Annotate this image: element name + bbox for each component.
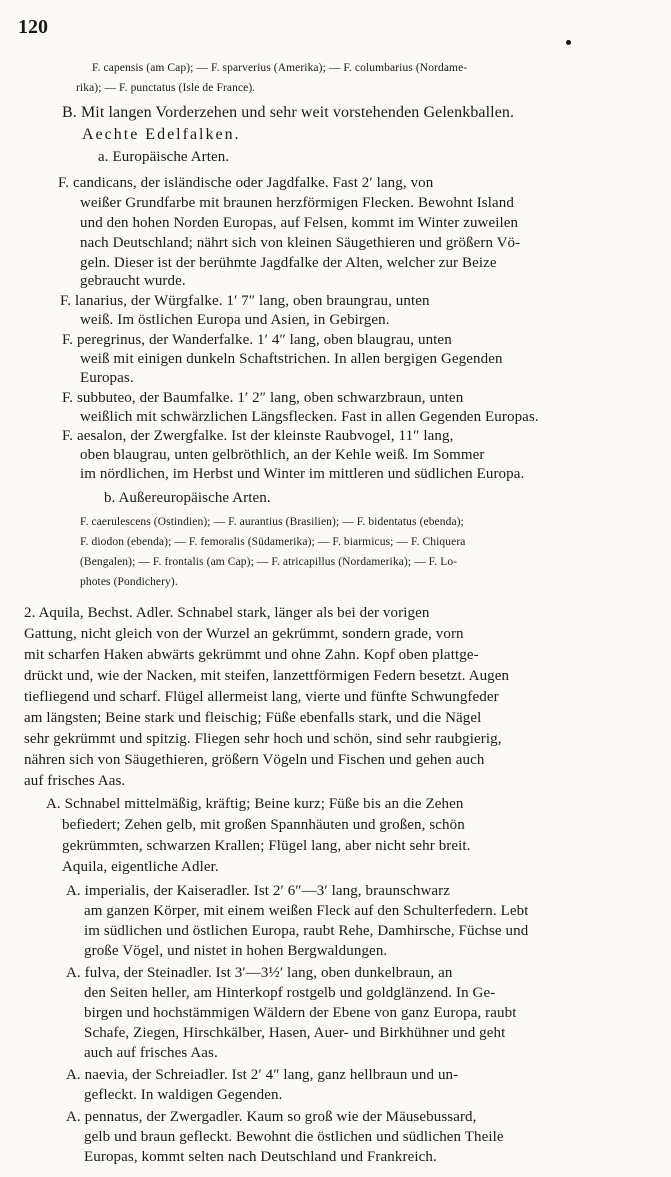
text-line: a. Europäische Arten. <box>98 149 230 165</box>
text-line: am ganzen Körper, mit einem weißen Fleck auf den Schulterfedern. Lebt <box>84 903 529 919</box>
text-line: sehr gekrümmt und spitzig. Fliegen sehr hoch und schön, sind sehr raubgierig, <box>24 731 502 747</box>
text-line: F. caerulescens (Ostindien); — F. aurantius (Brasilien); — F. bidentatus (ebenda); <box>80 516 464 528</box>
text-line: große Vögel, und nistet in hohen Bergwaldungen. <box>84 943 388 959</box>
text-line: weißer Grundfarbe mit braunen herzförmigen Flecken. Bewohnt Island <box>80 195 514 211</box>
text-line: Gattung, nicht gleich von der Wurzel an gekrümmt, sondern grade, vorn <box>24 626 464 642</box>
text-line: im südlichen und östlichen Europa, raubt Rehe, Damhirsche, Füchse und <box>84 923 529 939</box>
text-line: photes (Pondichery). <box>80 576 178 588</box>
text-line: birgen und hochstämmigen Wäldern der Ebene von ganz Europa, raubt <box>84 1005 517 1021</box>
text-line: nach Deutschland; nährt sich von kleinen Säugethieren und größern Vö- <box>80 235 521 251</box>
text-line: Aquila, eigentliche Adler. <box>62 859 219 875</box>
text-line: oben blaugrau, unten gelbröthlich, an der Kehle weiß. Im Sommer <box>80 447 485 463</box>
text-line: F. diodon (ebenda); — F. femoralis (Südamerika); — F. biarmicus; — F. Chiquera <box>80 536 466 548</box>
text-line: befiedert; Zehen gelb, mit großen Spannhäuten und großen, schön <box>62 817 465 833</box>
text-line: tiefliegend und scharf. Flügel allermeist lang, vierte und fünfte Schwungfeder <box>24 689 499 705</box>
text-line: F. candicans, der isländische oder Jagdfalke. Fast 2′ lang, von <box>58 175 434 191</box>
text-line: Europas, kommt selten nach Deutschland und Frankreich. <box>84 1149 437 1165</box>
text-line: gebraucht wurde. <box>80 273 186 289</box>
text-line: rika); — F. punctatus (Isle de France). <box>76 82 256 94</box>
text-line: am längsten; Beine stark und fleischig; Füße ebenfalls stark, und die Nägel <box>24 710 482 726</box>
text-line: F. aesalon, der Zwergfalke. Ist der kleinste Raubvogel, 11″ lang, <box>62 428 454 444</box>
text-line: Aechte Edelfalken. <box>82 126 241 143</box>
text-line: A. imperialis, der Kaiseradler. Ist 2′ 6″—3′ lang, braunschwarz <box>66 883 450 899</box>
text-line: F. peregrinus, der Wanderfalke. 1′ 4″ lang, oben blaugrau, unten <box>62 332 452 348</box>
text-line: A. Schnabel mittelmäßig, kräftig; Beine kurz; Füße bis an die Zehen <box>46 796 464 812</box>
text-line: mit scharfen Haken abwärts gekrümmt und ohne Zahn. Kopf oben plattge- <box>24 647 479 663</box>
text-line: A. naevia, der Schreiadler. Ist 2′ 4″ lang, ganz hellbraun und un- <box>66 1067 459 1083</box>
text-line: geln. Dieser ist der berühmte Jagdfalke der Alten, welcher zur Beize <box>80 255 497 271</box>
text-line: b. Außereuropäische Arten. <box>104 490 271 506</box>
printed-dot <box>566 40 571 45</box>
text-line: 2. Aquila, Bechst. Adler. Schnabel stark, länger als bei der vorigen <box>24 605 430 621</box>
text-line: Europas. <box>80 370 134 386</box>
text-line: B. Mit langen Vorderzehen und sehr weit vorstehenden Gelenkballen. <box>62 104 515 121</box>
text-line: F. subbuteo, der Baumfalke. 1′ 2″ lang, oben schwarzbraun, unten <box>62 390 464 406</box>
text-line: Schafe, Ziegen, Hirschkälber, Hasen, Auer- und Birkhühner und geht <box>84 1025 506 1041</box>
text-line: F. lanarius, der Würgfalke. 1′ 7″ lang, oben braungrau, unten <box>60 293 430 309</box>
text-line: und den hohen Norden Europas, auf Felsen, kommt im Winter zuweilen <box>80 215 519 231</box>
text-line: F. capensis (am Cap); — F. sparverius (Amerika); — F. columbarius (Nordame- <box>92 62 468 74</box>
text-line: gelb und braun gefleckt. Bewohnt die östlichen und südlichen Theile <box>84 1129 504 1145</box>
text-line: auch auf frisches Aas. <box>84 1045 218 1061</box>
text-line: den Seiten heller, am Hinterkopf rostgelb und goldglänzend. In Ge- <box>84 985 496 1001</box>
text-line: weiß. Im östlichen Europa und Asien, in Gebirgen. <box>80 312 390 328</box>
page-number: 120 <box>18 16 48 38</box>
text-line: A. pennatus, der Zwergadler. Kaum so groß wie der Mäusebussard, <box>66 1109 477 1125</box>
text-line: im nördlichen, im Herbst und Winter im mittleren und südlichen Europa. <box>80 466 525 482</box>
text-line: weiß mit einigen dunkeln Schaftstrichen. In allen bergigen Gegenden <box>80 351 503 367</box>
text-line: gefleckt. In waldigen Gegenden. <box>84 1087 283 1103</box>
text-line: weißlich mit schwärzlichen Längsflecken. Fast in allen Gegenden Europas. <box>80 409 539 425</box>
text-line: drückt und, wie der Nacken, mit steifen, lanzettförmigen Federn besetzt. Augen <box>24 668 510 684</box>
text-line: (Bengalen); — F. frontalis (am Cap); — F. atricapillus (Nordamerika); — F. Lo- <box>80 556 458 568</box>
text-line: A. fulva, der Steinadler. Ist 3′—3½′ lang, oben dunkelbraun, an <box>66 965 453 981</box>
text-line: gekrümmten, schwarzen Krallen; Flügel lang, aber nicht sehr breit. <box>62 838 471 854</box>
text-line: auf frisches Aas. <box>24 773 126 789</box>
text-line: nähren sich von Säugethieren, größern Vögeln und Fischen und gehen auch <box>24 752 485 768</box>
